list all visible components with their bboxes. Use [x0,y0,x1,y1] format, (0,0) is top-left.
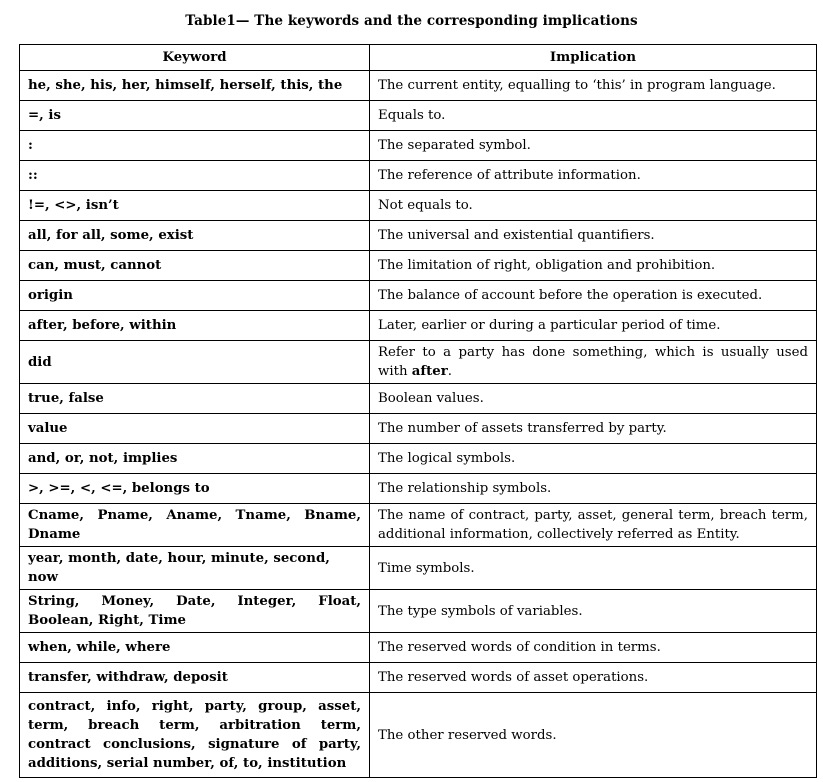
implication-cell: The other reserved words. [370,693,817,778]
implication-cell: The name of contract, party, asset, general term, breach term, additional information, collectively referred as Entity. [370,504,817,547]
implication-cell: The number of assets transferred by party. [370,414,817,444]
keyword-cell: he, she, his, her, himself, herself, this, the [20,71,370,101]
table-caption: Table1— The keywords and the corresponding implications [185,13,638,29]
implication-cell: The type symbols of variables. [370,590,817,633]
table-row [20,101,817,131]
table-row [20,590,817,633]
implication-cell: The reserved words of asset operations. [370,663,817,693]
implication-cell: The balance of account before the operation is executed. [370,281,817,311]
implication-cell: Boolean values. [370,384,817,414]
implication-cell: The logical symbols. [370,444,817,474]
keyword-cell: can, must, cannot [20,251,370,281]
keyword-cell: >, >=, <, <=, belongs to [20,474,370,504]
keyword-cell: year, month, date, hour, minute, second, now [20,547,370,590]
table-row [20,311,817,341]
implication-text: Refer to a party has done something, which is usually used with [378,345,808,379]
keyword-cell: =, is [20,101,370,131]
table-row [20,341,817,384]
implication-cell: The reference of attribute information. [370,161,817,191]
implication-cell: Time symbols. [370,547,817,590]
table-row [20,547,817,590]
keyword-cell: true, false [20,384,370,414]
keyword-cell: contract, info, right, party, group, asset, term, breach term, arbitration term, contract conclusions, signature of party, additions, serial number, of, to, institution [20,693,370,778]
implication-cell: The current entity, equalling to ‘this’ in program language. [370,71,817,101]
implication-cell: Later, earlier or during a particular period of time. [370,311,817,341]
table-row [20,191,817,221]
implication-bold-keyword: after [411,364,448,379]
keyword-cell: transfer, withdraw, deposit [20,663,370,693]
table-row [20,414,817,444]
implication-cell: The separated symbol. [370,131,817,161]
table-row [20,444,817,474]
keyword-cell: :: [20,161,370,191]
table-row [20,474,817,504]
table-row [20,633,817,663]
header-implication: Implication [370,45,817,71]
table-row [20,71,817,101]
keyword-cell: !=, <>, isn’t [20,191,370,221]
table-row [20,131,817,161]
implication-cell: The reserved words of condition in terms. [370,633,817,663]
implication-cell: The limitation of right, obligation and prohibition. [370,251,817,281]
implication-cell: The universal and existential quantifiers. [370,221,817,251]
keyword-cell: String, Money, Date, Integer, Float, Boolean, Right, Time [20,590,370,633]
keywords-table [19,44,817,778]
table-row [20,504,817,547]
table-header-row [20,45,817,71]
implication-text-end: . [447,364,452,379]
table-row [20,384,817,414]
keyword-cell: : [20,131,370,161]
keyword-cell: Cname, Pname, Aname, Tname, Bname, Dname [20,504,370,547]
table-row [20,251,817,281]
keyword-cell: when, while, where [20,633,370,663]
implication-cell [370,341,817,384]
keyword-cell: and, or, not, implies [20,444,370,474]
keyword-cell: all, for all, some, exist [20,221,370,251]
table-row [20,281,817,311]
table-row [20,221,817,251]
table-row [20,663,817,693]
keyword-cell: value [20,414,370,444]
table-row [20,693,817,778]
header-keyword: Keyword [20,45,370,71]
keyword-cell: did [20,341,370,384]
implication-cell: Not equals to. [370,191,817,221]
implication-cell: Equals to. [370,101,817,131]
keyword-cell: origin [20,281,370,311]
keyword-cell: after, before, within [20,311,370,341]
table-row [20,161,817,191]
implication-cell: The relationship symbols. [370,474,817,504]
